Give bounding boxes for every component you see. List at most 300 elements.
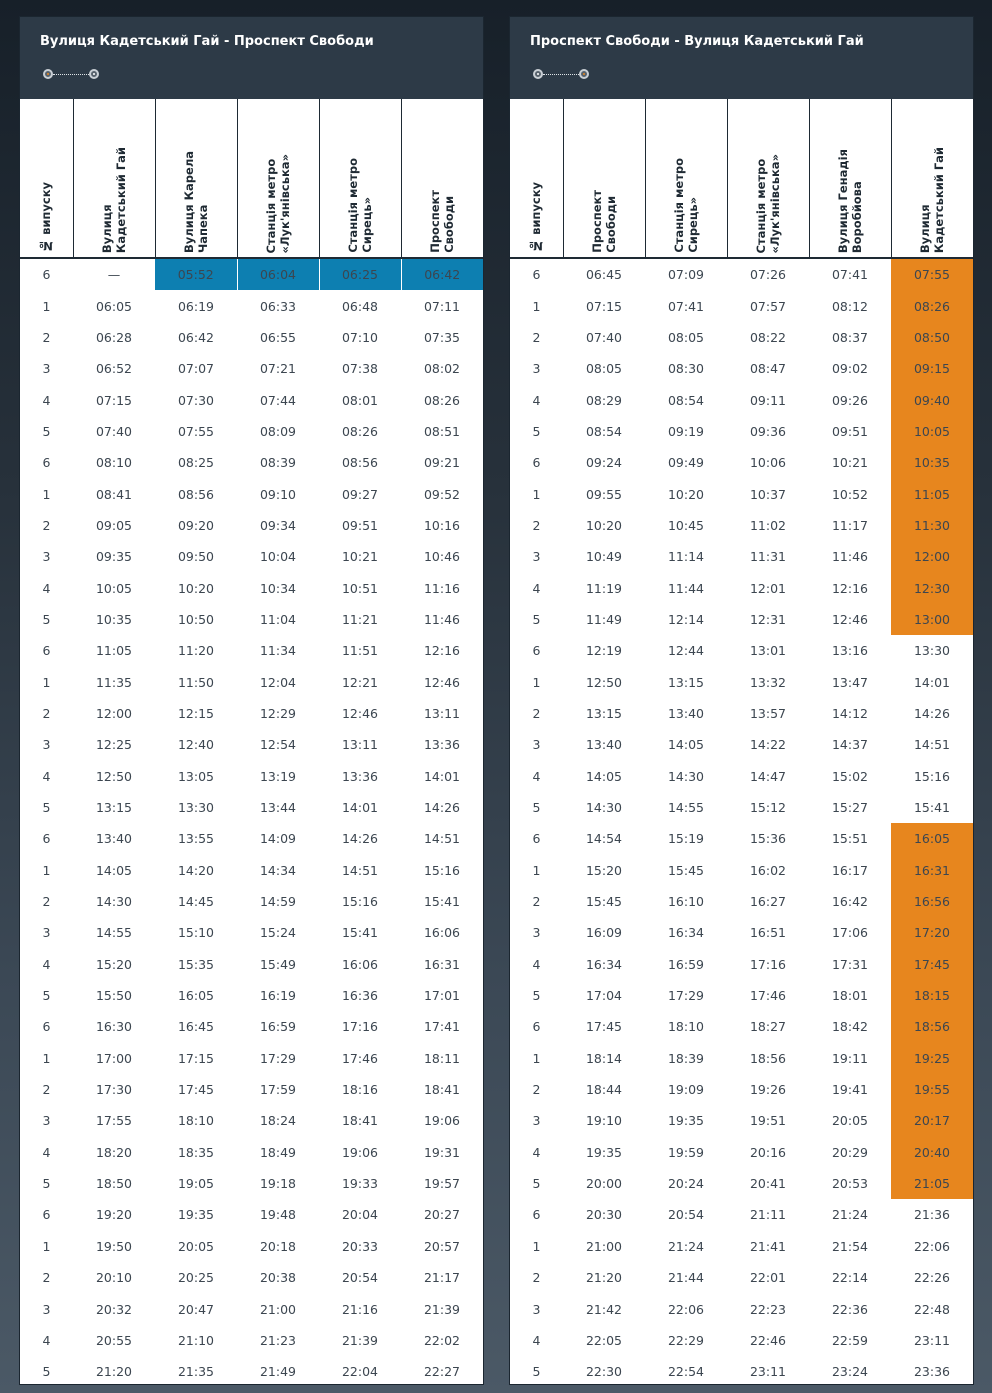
release-number-cell: 3 xyxy=(42,549,51,565)
time-cell: 22:02 xyxy=(423,1332,461,1348)
release-number-cell: 4 xyxy=(42,768,51,784)
release-number-cell: 6 xyxy=(42,831,51,847)
time-cell: 19:10 xyxy=(585,1113,623,1129)
time-cell: 08:09 xyxy=(259,423,297,439)
time-cell: 11:05 xyxy=(891,478,973,509)
table-row xyxy=(510,886,973,917)
time-cell: 11:16 xyxy=(423,580,461,596)
time-cell: 21:23 xyxy=(259,1332,297,1348)
time-cell: 18:35 xyxy=(177,1144,215,1160)
time-cell: 21:36 xyxy=(913,1207,951,1223)
time-cell: 19:31 xyxy=(423,1144,461,1160)
table-row xyxy=(20,729,483,760)
release-number-cell: 2 xyxy=(42,329,51,345)
time-cell: 18:15 xyxy=(891,980,973,1011)
time-cell: 07:35 xyxy=(423,329,461,345)
time-cell: 20:24 xyxy=(667,1176,705,1192)
time-cell: 12:01 xyxy=(749,580,787,596)
time-cell: 20:55 xyxy=(95,1332,133,1348)
release-number-cell: 1 xyxy=(532,1238,541,1254)
table-row xyxy=(20,447,483,478)
time-cell: 14:26 xyxy=(341,831,379,847)
time-cell: 22:46 xyxy=(749,1332,787,1348)
release-number-cell: 6 xyxy=(42,1019,51,1035)
release-number-cell: 6 xyxy=(532,455,541,471)
time-cell: 14:01 xyxy=(913,674,951,690)
time-cell: 23:36 xyxy=(913,1364,951,1380)
time-cell: 18:11 xyxy=(423,1050,461,1066)
dot-core xyxy=(47,73,49,75)
release-number-cell: 5 xyxy=(42,1176,51,1192)
release-number-cell: 3 xyxy=(42,361,51,377)
time-cell: 13:30 xyxy=(177,800,215,816)
release-number-cell: 4 xyxy=(42,392,51,408)
time-cell: 07:15 xyxy=(95,392,133,408)
time-cell: 08:41 xyxy=(95,486,133,502)
time-cell: 14:01 xyxy=(341,800,379,816)
time-cell: 11:05 xyxy=(95,643,133,659)
start-stop-icon xyxy=(43,69,53,79)
table-row xyxy=(510,384,973,415)
time-cell: 07:11 xyxy=(423,298,461,314)
time-cell: 15:51 xyxy=(831,831,869,847)
time-cell: 18:27 xyxy=(749,1019,787,1035)
time-cell: 11:34 xyxy=(259,643,297,659)
table-row xyxy=(20,792,483,823)
route-title: Проспект Свободи - Вулиця Кадетський Гай xyxy=(530,34,864,49)
time-cell: 15:20 xyxy=(585,862,623,878)
time-cell: 15:49 xyxy=(259,956,297,972)
release-number-cell: 3 xyxy=(532,1301,541,1317)
time-cell: 21:20 xyxy=(95,1364,133,1380)
table-row xyxy=(20,855,483,886)
table-row xyxy=(510,792,973,823)
time-cell: 10:35 xyxy=(95,611,133,627)
release-number-cell: 2 xyxy=(42,1082,51,1098)
table-row xyxy=(510,1293,973,1324)
time-cell: 19:50 xyxy=(95,1238,133,1254)
time-cell: 09:19 xyxy=(667,423,705,439)
end-stop-icon xyxy=(89,69,99,79)
time-cell: 07:09 xyxy=(667,267,705,283)
time-cell: 11:31 xyxy=(749,549,787,565)
time-cell: 16:59 xyxy=(667,956,705,972)
table-row xyxy=(510,761,973,792)
time-cell: 22:01 xyxy=(749,1270,787,1286)
time-cell: 17:55 xyxy=(95,1113,133,1129)
time-cell: 18:20 xyxy=(95,1144,133,1160)
time-cell: 11:50 xyxy=(177,674,215,690)
time-cell: 07:38 xyxy=(341,361,379,377)
schedule-panel-right xyxy=(509,16,974,1385)
time-cell: 20:27 xyxy=(423,1207,461,1223)
table-row xyxy=(20,572,483,603)
column-header xyxy=(891,99,973,258)
time-cell: 08:47 xyxy=(749,361,787,377)
time-cell: 16:02 xyxy=(749,862,787,878)
release-number-cell: 4 xyxy=(532,580,541,596)
time-cell: 09:27 xyxy=(341,486,379,502)
time-cell: 10:16 xyxy=(423,517,461,533)
time-cell: 13:16 xyxy=(831,643,869,659)
time-cell: 07:26 xyxy=(749,267,787,283)
release-number-cell: 4 xyxy=(42,1144,51,1160)
time-cell: 08:51 xyxy=(423,423,461,439)
release-number-cell: 6 xyxy=(42,267,51,283)
time-cell: 15:35 xyxy=(177,956,215,972)
time-cell: 08:56 xyxy=(177,486,215,502)
table-row xyxy=(510,1137,973,1168)
time-cell: 07:41 xyxy=(667,298,705,314)
table-row xyxy=(510,510,973,541)
time-cell: 09:15 xyxy=(891,353,973,384)
table-row xyxy=(510,322,973,353)
panel-header xyxy=(20,17,483,99)
time-cell: 09:40 xyxy=(891,384,973,415)
direction-indicator[interactable] xyxy=(43,69,103,83)
time-cell: 18:41 xyxy=(341,1113,379,1129)
table-row xyxy=(20,604,483,635)
time-cell: 11:14 xyxy=(667,549,705,565)
column-header-label: Вулиця Кадетський Гай xyxy=(918,146,947,253)
release-number-cell: 6 xyxy=(42,1207,51,1223)
time-cell: 21:00 xyxy=(259,1301,297,1317)
time-cell: 16:56 xyxy=(891,886,973,917)
column-header-label: Проспект Свободи xyxy=(428,190,457,253)
time-cell: 23:11 xyxy=(913,1332,951,1348)
time-cell: 13:05 xyxy=(177,768,215,784)
time-cell: 16:45 xyxy=(177,1019,215,1035)
time-cell: 13:11 xyxy=(423,705,461,721)
time-cell: 10:04 xyxy=(259,549,297,565)
time-cell: 06:19 xyxy=(177,298,215,314)
time-cell: 13:15 xyxy=(667,674,705,690)
route-title: Вулиця Кадетський Гай - Проспект Свободи xyxy=(40,34,374,49)
time-cell: 20:04 xyxy=(341,1207,379,1223)
time-cell: 19:57 xyxy=(423,1176,461,1192)
time-cell: 08:05 xyxy=(585,361,623,377)
time-cell: 22:04 xyxy=(341,1364,379,1380)
time-cell: 10:06 xyxy=(749,455,787,471)
release-number-cell: 6 xyxy=(532,1207,541,1223)
release-number-cell: 3 xyxy=(42,1301,51,1317)
time-cell: 17:31 xyxy=(831,956,869,972)
time-cell: 16:36 xyxy=(341,988,379,1004)
schedule-table xyxy=(20,99,483,1385)
release-number-cell: 1 xyxy=(42,1238,51,1254)
time-cell: 22:14 xyxy=(831,1270,869,1286)
time-cell: 11:21 xyxy=(341,611,379,627)
release-number-cell: 6 xyxy=(532,267,541,283)
time-cell: 19:11 xyxy=(831,1050,869,1066)
time-cell: 11:46 xyxy=(831,549,869,565)
time-cell: 17:41 xyxy=(423,1019,461,1035)
time-cell: 10:52 xyxy=(831,486,869,502)
release-number-cell: 3 xyxy=(532,925,541,941)
time-cell: 13:01 xyxy=(749,643,787,659)
time-cell: 14:59 xyxy=(259,894,297,910)
time-cell: 15:50 xyxy=(95,988,133,1004)
column-header xyxy=(727,99,809,258)
time-cell: 20:18 xyxy=(259,1238,297,1254)
release-number-cell: 2 xyxy=(42,1270,51,1286)
time-cell: 13:57 xyxy=(749,705,787,721)
time-cell: 14:05 xyxy=(667,737,705,753)
column-header-label: Станція метро Сирець» xyxy=(346,158,374,253)
table-row xyxy=(510,1074,973,1105)
time-cell: 12:04 xyxy=(259,674,297,690)
time-cell: 17:46 xyxy=(341,1050,379,1066)
release-number-cell: 1 xyxy=(532,298,541,314)
table-row xyxy=(20,510,483,541)
release-number-cell: 3 xyxy=(532,549,541,565)
time-cell: 18:14 xyxy=(585,1050,623,1066)
time-cell: 08:25 xyxy=(177,455,215,471)
table-row xyxy=(20,478,483,509)
release-number-cell: 1 xyxy=(42,1050,51,1066)
column-header-label: Станція метро Сирець» xyxy=(672,158,700,253)
time-cell: 14:30 xyxy=(667,768,705,784)
panel-header xyxy=(510,17,973,99)
route-line xyxy=(53,74,89,75)
time-cell: 17:29 xyxy=(667,988,705,1004)
time-cell: 15:45 xyxy=(585,894,623,910)
time-cell: 19:25 xyxy=(891,1043,973,1074)
time-cell: 14:55 xyxy=(95,925,133,941)
time-cell: 14:01 xyxy=(423,768,461,784)
time-cell: 22:36 xyxy=(831,1301,869,1317)
table-row xyxy=(20,1356,483,1385)
time-cell: 12:50 xyxy=(585,674,623,690)
time-cell: 17:01 xyxy=(423,988,461,1004)
time-cell: 17:16 xyxy=(749,956,787,972)
time-cell: 11:35 xyxy=(95,674,133,690)
time-cell: 07:15 xyxy=(585,298,623,314)
time-cell: 22:48 xyxy=(913,1301,951,1317)
table-row xyxy=(510,1356,973,1385)
time-cell: 19:55 xyxy=(891,1074,973,1105)
time-cell: 17:06 xyxy=(831,925,869,941)
release-number-cell: 2 xyxy=(532,1270,541,1286)
header-row xyxy=(20,99,483,258)
time-cell: 12:16 xyxy=(423,643,461,659)
time-cell: 12:40 xyxy=(177,737,215,753)
table-row xyxy=(510,1043,973,1074)
time-cell: 12:21 xyxy=(341,674,379,690)
time-cell: 14:22 xyxy=(749,737,787,753)
route-line xyxy=(543,74,579,75)
direction-indicator[interactable] xyxy=(533,69,593,83)
time-cell: 18:24 xyxy=(259,1113,297,1129)
time-cell: 23:11 xyxy=(749,1364,787,1380)
table-row xyxy=(510,290,973,321)
time-cell: 07:30 xyxy=(177,392,215,408)
column-header-label: Вулиця Карела Чапека xyxy=(182,150,210,253)
table-row xyxy=(20,1011,483,1042)
time-cell: 21:17 xyxy=(423,1270,461,1286)
time-cell: 13:11 xyxy=(341,737,379,753)
time-cell: 08:29 xyxy=(585,392,623,408)
time-cell: 09:49 xyxy=(667,455,705,471)
time-cell: 13:36 xyxy=(341,768,379,784)
time-cell: 09:52 xyxy=(423,486,461,502)
release-number-cell: 6 xyxy=(532,1019,541,1035)
time-cell: 14:30 xyxy=(95,894,133,910)
time-cell: 18:39 xyxy=(667,1050,705,1066)
time-cell: 08:01 xyxy=(341,392,379,408)
time-cell: 11:46 xyxy=(423,611,461,627)
header-row xyxy=(510,99,973,258)
time-cell: 21:11 xyxy=(749,1207,787,1223)
time-cell: 16:27 xyxy=(749,894,787,910)
time-cell: 16:34 xyxy=(585,956,623,972)
time-cell: 18:44 xyxy=(585,1082,623,1098)
time-cell: 20:47 xyxy=(177,1301,215,1317)
time-cell: 21:49 xyxy=(259,1364,297,1380)
column-header-label: № випуску xyxy=(529,182,544,253)
time-cell: 16:42 xyxy=(831,894,869,910)
time-cell: 13:15 xyxy=(95,800,133,816)
time-cell: 17:04 xyxy=(585,988,623,1004)
time-cell: 16:17 xyxy=(831,862,869,878)
time-cell: 22:05 xyxy=(585,1332,623,1348)
time-cell: 06:04 xyxy=(237,258,319,290)
time-cell: 13:00 xyxy=(891,604,973,635)
time-cell: 15:16 xyxy=(423,862,461,878)
column-header-label: № випуску xyxy=(39,182,54,253)
time-cell: 18:41 xyxy=(423,1082,461,1098)
table-row xyxy=(20,1168,483,1199)
time-cell: 13:32 xyxy=(749,674,787,690)
time-cell: 09:11 xyxy=(749,392,787,408)
time-cell: 10:50 xyxy=(177,611,215,627)
table-row xyxy=(510,666,973,697)
time-cell: 15:36 xyxy=(749,831,787,847)
time-cell: 21:39 xyxy=(341,1332,379,1348)
time-cell: 20:29 xyxy=(831,1144,869,1160)
time-cell: 17:20 xyxy=(891,917,973,948)
time-cell: 21:10 xyxy=(177,1332,215,1348)
time-cell: 09:34 xyxy=(259,517,297,533)
time-cell: 12:19 xyxy=(585,643,623,659)
release-number-cell: 6 xyxy=(42,643,51,659)
table-row xyxy=(510,447,973,478)
time-cell: 13:40 xyxy=(95,831,133,847)
release-number-cell: 1 xyxy=(42,674,51,690)
time-cell: 22:27 xyxy=(423,1364,461,1380)
time-cell: 21:16 xyxy=(341,1301,379,1317)
release-number-cell: 3 xyxy=(532,737,541,753)
table-row xyxy=(510,949,973,980)
table-row xyxy=(20,698,483,729)
table-row xyxy=(20,949,483,980)
time-cell: 14:47 xyxy=(749,768,787,784)
column-header xyxy=(809,99,891,258)
time-cell: 19:35 xyxy=(667,1113,705,1129)
table-row xyxy=(20,353,483,384)
table-row xyxy=(510,917,973,948)
time-cell: 19:48 xyxy=(259,1207,297,1223)
time-cell: 20:40 xyxy=(891,1137,973,1168)
time-cell: 19:05 xyxy=(177,1176,215,1192)
time-cell: 15:24 xyxy=(259,925,297,941)
time-cell: 18:56 xyxy=(891,1011,973,1042)
time-cell: 16:30 xyxy=(95,1019,133,1035)
table-row xyxy=(20,258,483,290)
table-row xyxy=(20,917,483,948)
time-cell: 18:49 xyxy=(259,1144,297,1160)
release-number-cell: 4 xyxy=(42,1332,51,1348)
column-header xyxy=(401,99,483,258)
time-cell: 20:32 xyxy=(95,1301,133,1317)
table-row xyxy=(20,1262,483,1293)
time-cell: 10:34 xyxy=(259,580,297,596)
time-cell: 19:20 xyxy=(95,1207,133,1223)
release-number-cell: 5 xyxy=(42,423,51,439)
time-cell: 18:42 xyxy=(831,1019,869,1035)
table-row xyxy=(510,1199,973,1230)
table-row xyxy=(510,1168,973,1199)
time-cell: 06:42 xyxy=(401,258,483,290)
time-cell: 22:54 xyxy=(667,1364,705,1380)
release-number-cell: 1 xyxy=(532,486,541,502)
release-number-cell: 6 xyxy=(532,643,541,659)
time-cell: 09:51 xyxy=(341,517,379,533)
table-row xyxy=(510,258,973,290)
time-cell: 15:45 xyxy=(667,862,705,878)
time-cell: 20:38 xyxy=(259,1270,297,1286)
time-cell: 06:25 xyxy=(319,258,401,290)
time-cell: 21:41 xyxy=(749,1238,787,1254)
time-cell: 16:05 xyxy=(177,988,215,1004)
time-cell: 13:40 xyxy=(667,705,705,721)
time-cell: 12:15 xyxy=(177,705,215,721)
time-cell: 06:05 xyxy=(95,298,133,314)
time-cell: 07:40 xyxy=(585,329,623,345)
time-cell: 21:24 xyxy=(831,1207,869,1223)
table-row xyxy=(20,1199,483,1230)
table-row xyxy=(510,572,973,603)
time-cell: 14:51 xyxy=(913,737,951,753)
time-cell: 19:51 xyxy=(749,1113,787,1129)
release-number-cell: 5 xyxy=(532,800,541,816)
time-cell: 12:25 xyxy=(95,737,133,753)
time-cell: 12:29 xyxy=(259,705,297,721)
time-cell: 21:00 xyxy=(585,1238,623,1254)
time-cell: 21:24 xyxy=(667,1238,705,1254)
time-cell: 09:26 xyxy=(831,392,869,408)
time-cell: 20:10 xyxy=(95,1270,133,1286)
time-cell: 19:33 xyxy=(341,1176,379,1192)
time-cell: 17:59 xyxy=(259,1082,297,1098)
table-row xyxy=(20,384,483,415)
release-number-cell: 3 xyxy=(42,737,51,753)
time-cell: 13:47 xyxy=(831,674,869,690)
time-cell: 17:00 xyxy=(95,1050,133,1066)
time-cell: 22:06 xyxy=(913,1238,951,1254)
time-cell: 16:06 xyxy=(341,956,379,972)
time-cell: 10:46 xyxy=(423,549,461,565)
time-cell: 19:06 xyxy=(341,1144,379,1160)
time-cell: 20:05 xyxy=(831,1113,869,1129)
time-cell: 19:18 xyxy=(259,1176,297,1192)
time-cell: 09:35 xyxy=(95,549,133,565)
release-number-cell: 1 xyxy=(532,1050,541,1066)
time-cell: 11:20 xyxy=(177,643,215,659)
release-number-cell: 3 xyxy=(532,1113,541,1129)
time-cell: 12:50 xyxy=(95,768,133,784)
time-cell: 14:55 xyxy=(667,800,705,816)
